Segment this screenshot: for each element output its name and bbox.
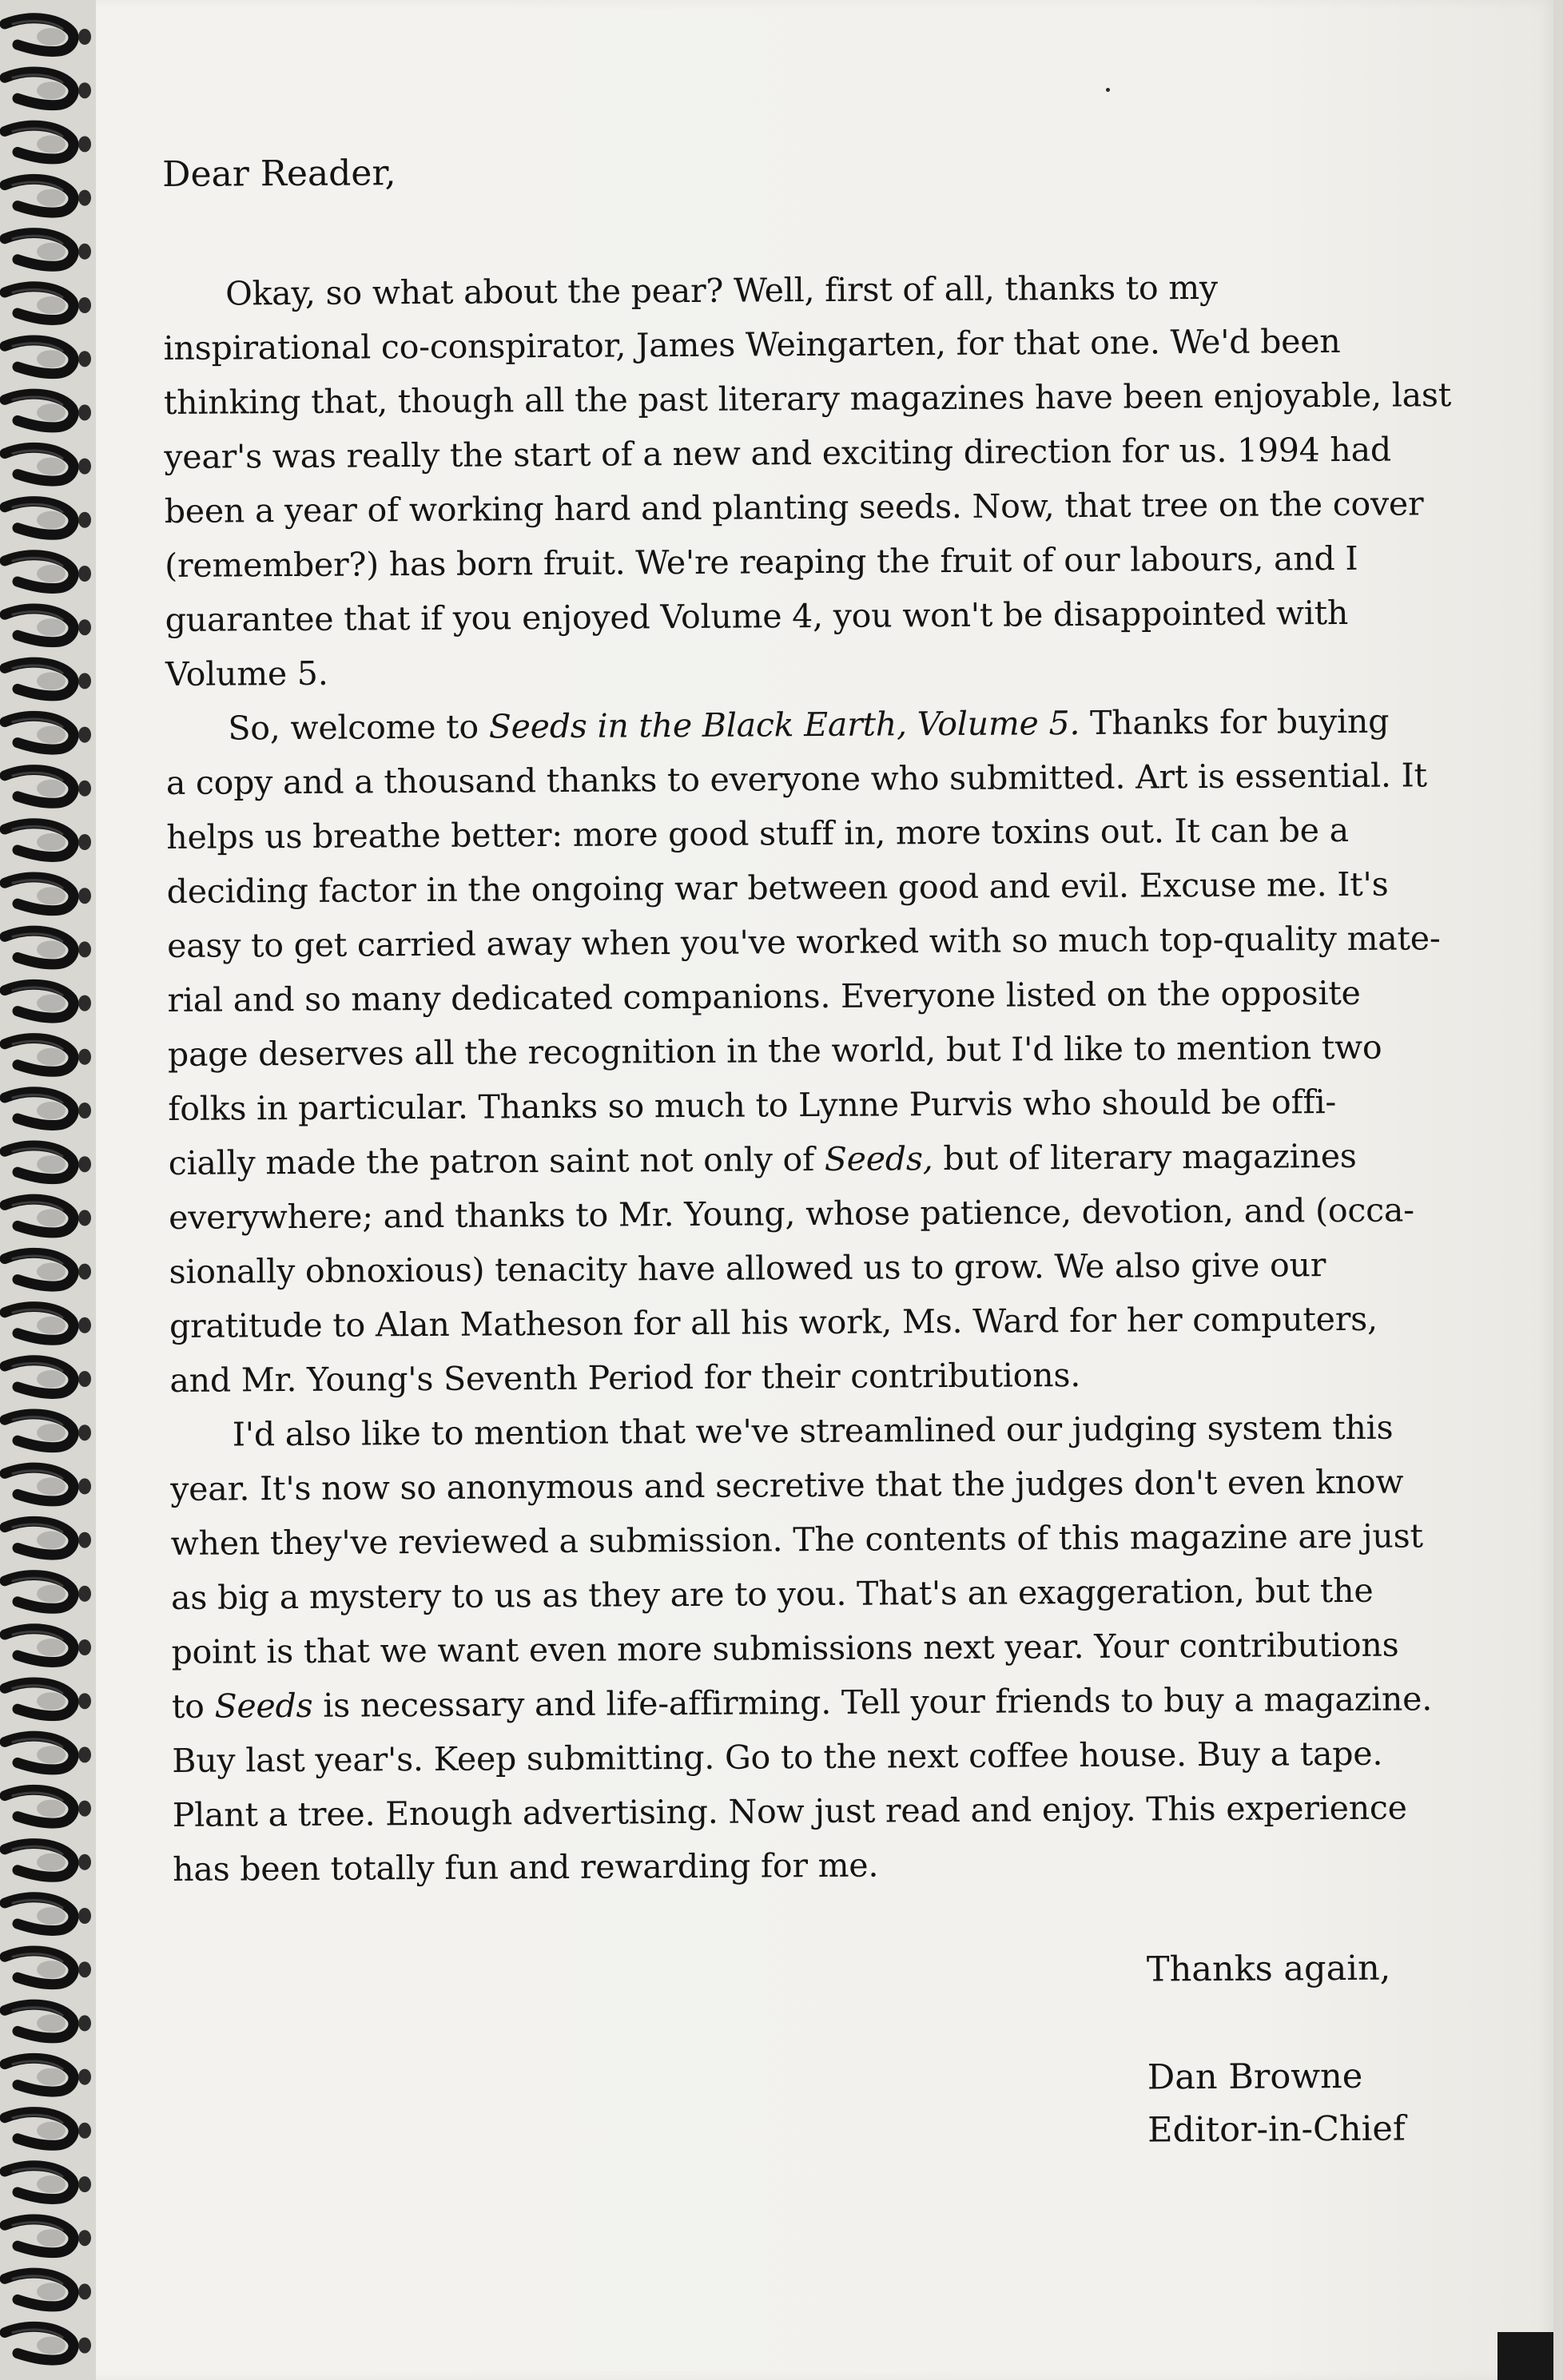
paragraph-3-line-8: Plant a tree. Enough advertising. Now just read and enjoy. This experience — [172, 1788, 1407, 1834]
paragraph-3-line-6 — [172, 1672, 1433, 1734]
paragraph-3-line-6-start: to — [171, 1687, 215, 1726]
paragraph-2-line-3: helps us breathe better: more good stuff in, more toxins out. It can be a — [166, 810, 1350, 856]
paragraph-2-line-1 — [228, 695, 1389, 756]
seeds-italic-reference: Seeds, — [824, 1139, 933, 1178]
paragraph-2-line-11: sionally obnoxious) tenacity have allowed us to grow. We also give our — [169, 1246, 1326, 1291]
paragraph-3-line-2: year. It's now so anonymous and secretive that the judges don't even know — [170, 1462, 1404, 1508]
paragraph-3-line-4: as big a mystery to us as they are to you. That's an exaggeration, but the — [170, 1571, 1374, 1617]
seeds-italic-reference-2: Seeds — [214, 1686, 313, 1726]
paragraph-2-line-1-end: Thanks for buying — [1080, 701, 1390, 742]
paragraph-2-line-10: everywhere; and thanks to Mr. Young, whose patience, devotion, and (occa- — [169, 1190, 1414, 1237]
ink-speck — [1106, 88, 1110, 92]
paragraph-3-line-9: has been totally fun and rewarding for me. — [173, 1846, 879, 1889]
editor-letter — [162, 140, 1525, 2209]
signature-name: Dan Browne — [1147, 2056, 1363, 2098]
paragraph-1-line-4: year's was really the start of a new and exciting direction for us. 1994 had — [164, 430, 1392, 476]
paragraph-2-line-9 — [169, 1130, 1357, 1190]
paragraph-1-line-5: been a year of working hard and planting seeds. Now, that tree on the cover — [164, 484, 1424, 530]
paragraph-1-line-2: inspirational co-conspirator, James Weingarten, for that one. We'd been — [163, 321, 1341, 368]
paragraph-3-line-7: Buy last year's. Keep submitting. Go to the next coffee house. Buy a tape. — [172, 1734, 1383, 1780]
paragraph-2-line-2: a copy and a thousand thanks to everyone who submitted. Art is essential. It — [165, 756, 1427, 802]
paragraph-1-line-7: guarantee that if you enjoyed Volume 4, you won't be disappointed with — [165, 593, 1349, 639]
closing: Thanks again, — [1146, 1948, 1391, 1990]
paragraph-2-line-13: and Mr. Young's Seventh Period for their contributions. — [169, 1356, 1081, 1400]
paragraph-2-line-8: folks in particular. Thanks so much to Lynne Purvis who should be offi- — [168, 1083, 1337, 1128]
paragraph-1-line-3: thinking that, though all the past literary magazines have been enjoyable, last — [163, 375, 1452, 422]
paragraph-2-line-7: page deserves all the recognition in the world, but I'd like to mention two — [167, 1027, 1382, 1074]
signature-title: Editor-in-Chief — [1147, 2108, 1406, 2151]
paragraph-3-line-3: when they've reviewed a submission. The contents of this magazine are just — [170, 1516, 1423, 1563]
paragraph-2-line-1-start: So, welcome to — [228, 707, 489, 748]
paragraph-2-line-4: deciding factor in the ongoing war between good and evil. Excuse me. It's — [166, 864, 1389, 911]
paragraph-3-line-5: point is that we want even more submissions next year. Your contributions — [171, 1625, 1399, 1671]
paragraph-3-line-1: I'd also like to mention that we've streamlined our judging system this — [232, 1408, 1394, 1454]
bottom-right-shadow — [1497, 2332, 1553, 2380]
paragraph-2-line-12: gratitude to Alan Matheson for all his work, Ms. Ward for her computers, — [169, 1299, 1378, 1345]
paragraph-1-line-1: Okay, so what about the pear? Well, first of all, thanks to my — [225, 268, 1219, 313]
magazine-title: Seeds in the Black Earth, Volume 5. — [488, 703, 1080, 746]
paragraph-2-line-5: easy to get carried away when you've worked with so much top-quality mate- — [166, 919, 1441, 965]
paragraph-1-line-8: Volume 5. — [165, 654, 328, 693]
paragraph-2-line-9-start: cially made the patron saint not only of — [168, 1139, 825, 1182]
paragraph-3-line-6-end: is necessary and life-affirming. Tell your friends to buy a magazine. — [312, 1679, 1433, 1725]
paragraph-1-line-6: (remember?) has born fruit. We're reaping the fruit of our labours, and I — [165, 538, 1358, 585]
salutation: Dear Reader, — [162, 153, 396, 195]
paragraph-2-line-9-end: but of literary magazines — [933, 1136, 1357, 1178]
paper-sheet — [46, 0, 1553, 2380]
paragraph-2-line-6: rial and so many dedicated companions. Everyone listed on the opposite — [167, 973, 1361, 1019]
